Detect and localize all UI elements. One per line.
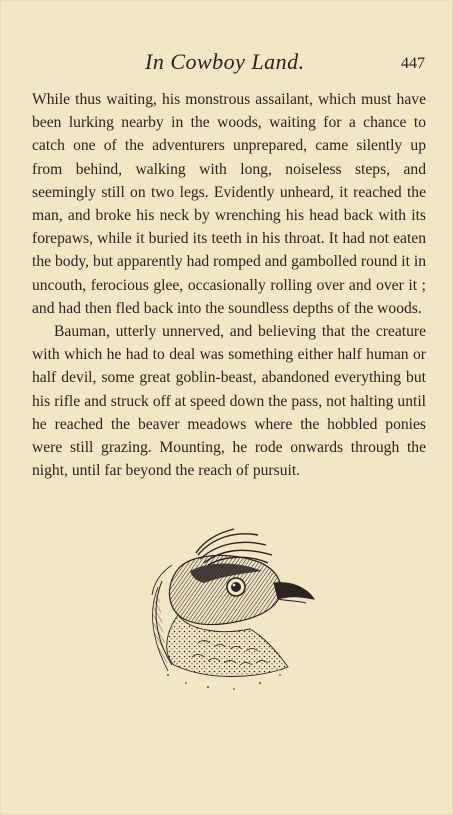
page-number: 447 <box>401 55 425 72</box>
running-title: In Cowboy Land. <box>145 49 305 74</box>
beak <box>274 583 314 599</box>
bird-head-illustration <box>138 525 323 700</box>
paragraph-2: Bauman, utterly unnerved, and believing that the creature with which he had to deal was something either half human or half devil, some great goblin-beast, abandoned everything but his rifle and struck off at speed down the pass, not halting until he reached the beaver meadows where the hobbled ponies were still grazing. Mounting, he rode onwards through the night, until far beyond the reach of pursuit. <box>32 323 426 480</box>
running-head <box>0 49 453 75</box>
paragraph-1: While thus waiting, his monstrous assailant, which must have been lurking nearby in the woods, waiting for a chance to catch one of the adventurers unprepared, came silently up from behind, walking with long, noiseless steps, and seemingly still on two legs. Evidently unheard, it reached the man, and broke his neck by wrenching his head back with its forepaws, while it buried its teeth in his throat. It had not eaten the body, but apparently had romped and gambolled round it in uncouth, ferocious glee, occasionally rolling over and over it ; and had then fled back into the soundless depths of the woods. <box>32 91 426 317</box>
grouse-head-engraving <box>138 525 323 700</box>
body-text <box>32 88 426 482</box>
eye <box>227 578 245 596</box>
